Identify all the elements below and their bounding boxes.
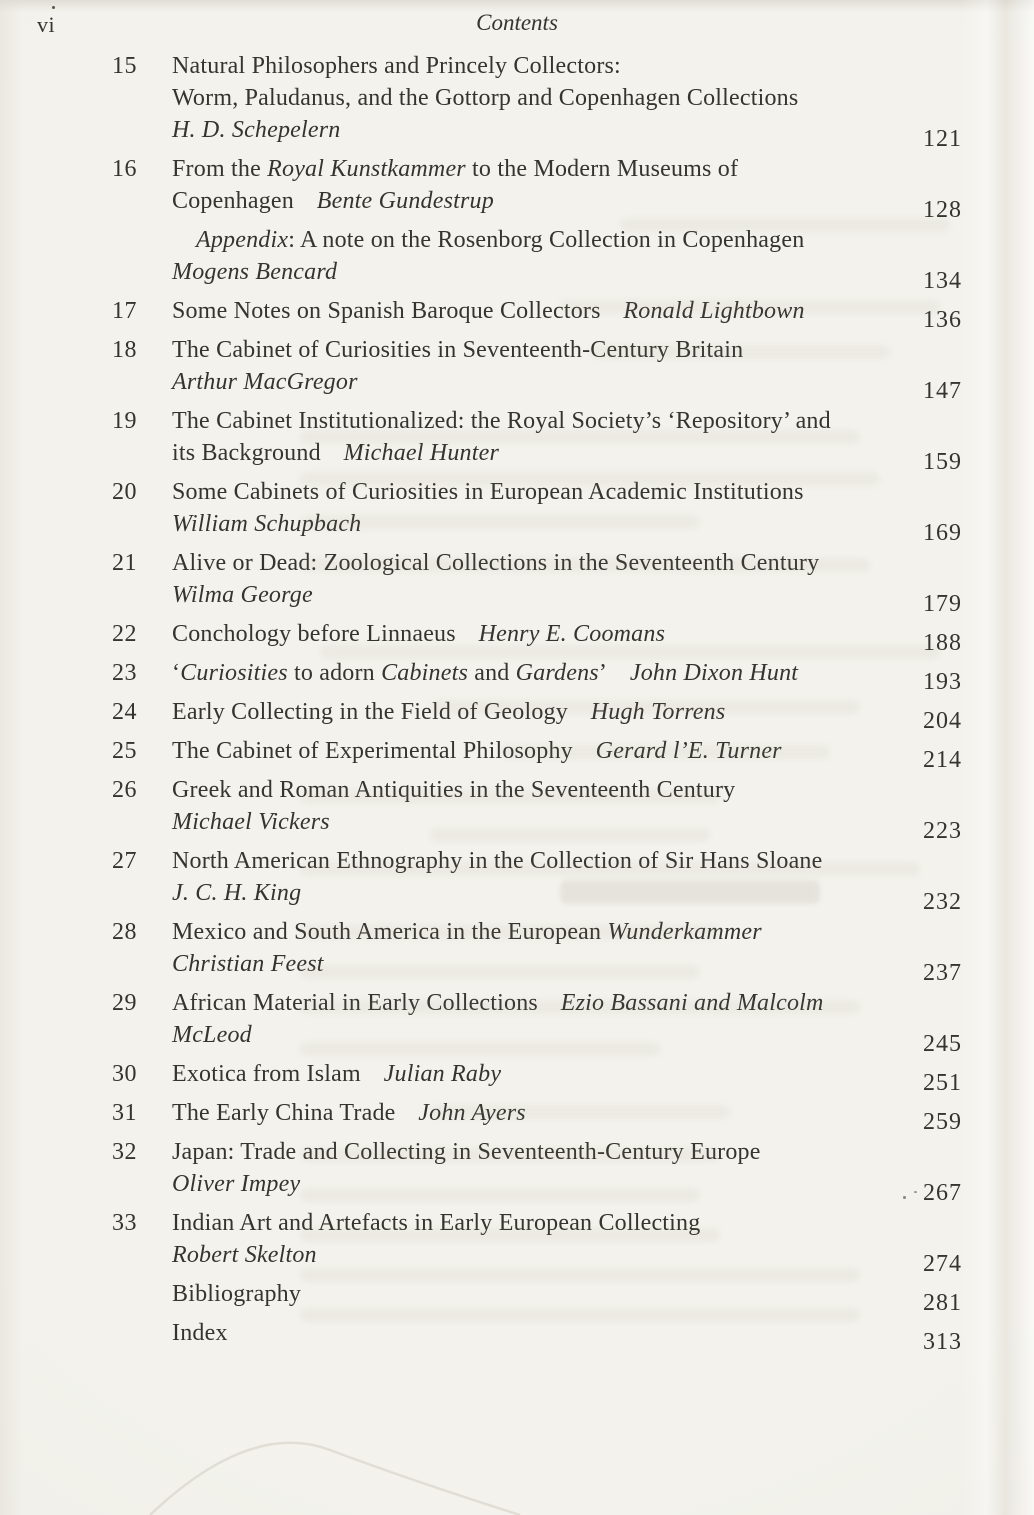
entry-page-ref [890,774,962,844]
entry-page-value: 259 [923,1109,962,1135]
entry-line [172,1097,864,1129]
entry-number: 32 [112,1139,137,1165]
entry-page-value: 136 [923,307,962,333]
entry-text-italic: Oliver Impey [172,1171,301,1197]
entry-text-roman: The Early China Trade [172,1100,396,1126]
toc-entry [112,224,962,294]
entry-text [172,50,864,146]
entry-text [172,845,864,909]
entry-line [172,82,864,114]
entry-number: 19 [112,408,137,434]
entry-page-value: 251 [923,1070,962,1096]
entry-line [172,405,864,437]
entry-number: 16 [112,156,137,182]
toc-entry [112,1317,962,1355]
entry-text [172,1207,864,1271]
entry-line [172,1168,864,1200]
toc-entry [112,405,962,475]
entry-text [172,657,864,689]
entry-text [172,774,864,838]
entry-page-value: 237 [923,960,962,986]
entry-text-italic: J. C. H. King [172,880,302,906]
entry-text-italic: Arthur MacGregor [172,369,358,395]
entry-page-value: 121 [923,126,962,152]
entry-text-roman: Some Notes on Spanish Baroque Collectors [172,298,601,324]
entry-line [172,1317,864,1349]
entry-text [172,1317,864,1349]
entry-text-italic: Ezio Bassani and Malcolm [560,990,824,1016]
entry-line [172,1019,864,1051]
ink-speck [52,6,55,9]
entry-text [172,1278,864,1310]
entry-page-ref [890,50,962,152]
entry-text-roman: Alive or Dead: Zoological Collections in the Seventeenth Century [172,550,820,576]
entry-text [172,735,864,767]
entry-line [172,579,864,611]
entry-text-italic: William Schupbach [172,511,362,537]
entry-text [172,224,864,288]
entry-line [172,1278,864,1310]
toc-entry [112,1278,962,1316]
entry-number: 30 [112,1061,137,1087]
entry-page-value: 214 [923,747,962,773]
toc-entry [112,153,962,223]
entry-text-italic: John Dixon Hunt [629,660,799,686]
entry-page-ref [890,1097,962,1135]
toc-entry [112,845,962,915]
entry-line [172,153,864,185]
toc-entry [112,50,962,152]
entry-page-value: 204 [923,708,962,734]
entry-text-roman: Copenhagen [172,188,294,214]
entry-text-roman: Japan: Trade and Collecting in Seventeenth-Century Europe [172,1139,761,1165]
entry-number: 21 [112,550,137,576]
entry-text [172,1136,864,1200]
toc-entry [112,618,962,656]
entry-text-roman: African Material in Early Collections [172,990,538,1016]
entry-page-ref [890,1136,962,1206]
entry-text-italic: Ronald Lightbown [623,298,805,324]
entry-line [172,916,864,948]
entry-text-roman: its Background [172,440,321,466]
entry-text-italic: Henry E. Coomans [478,621,666,647]
entry-text-roman: Bibliography [172,1281,302,1307]
entry-page-value: 267 [923,1180,962,1206]
entry-line [172,437,864,469]
entry-text-italic: H. D. Schepelern [172,117,341,143]
entry-number: 24 [112,699,137,725]
entry-text-italic: Julian Raby [383,1061,502,1087]
toc-entry [112,1136,962,1206]
entry-text [172,618,864,650]
entry-text-italic: Hugh Torrens [590,699,726,725]
entry-text [172,405,864,469]
entry-line [172,1239,864,1271]
entry-text-roman: North American Ethnography in the Collection of Sir Hans Sloane [172,848,823,874]
entry-text [172,547,864,611]
entry-number [112,224,146,288]
toc-entry [112,334,962,404]
entry-text-italic: Royal Kunstkammer [267,156,466,182]
entry-number: 31 [112,1100,137,1126]
entry-text-roman: Index [172,1320,228,1346]
entry-page-ref [890,224,962,294]
entry-line [172,547,864,579]
entry-number: 33 [112,1210,137,1236]
entry-number: 23 [112,660,137,686]
running-head: Contents [476,10,558,35]
toc-entry [112,476,962,546]
entry-line [172,295,864,327]
entry-number: 15 [112,53,137,79]
entry-text-roman: ’ [598,660,608,686]
toc-entry [112,696,962,734]
entry-page-ref [890,657,962,695]
entry-page-ref [890,153,962,223]
entry-line [172,256,864,288]
entry-text-roman: ‘ [172,660,181,686]
entry-text-roman: and [468,660,516,686]
toc-list [0,50,1034,1356]
toc-entry [112,295,962,333]
entry-page-ref [890,334,962,404]
toc-entry [112,547,962,617]
entry-text-italic: Wilma George [172,582,313,608]
entry-page-value: 193 [923,669,962,695]
entry-line [172,114,864,146]
entry-number: 20 [112,479,137,505]
toc-entry [112,987,962,1057]
entry-text-italic: Robert Skelton [172,1242,317,1268]
entry-text [172,153,864,217]
entry-text-italic: McLeod [172,1022,252,1048]
entry-page-ref [890,987,962,1057]
entry-text-roman: to the Modern Museums of [465,156,739,182]
toc-entry [112,774,962,844]
entry-text-roman: Worm, Paludanus, and the Gottorp and Copenhagen Collections [172,85,799,111]
toc-entry [112,735,962,773]
entry-text-italic: Appendix [196,227,289,253]
entry-page-ref [890,618,962,656]
entry-text-roman: to adorn [287,660,382,686]
entry-text [172,696,864,728]
entry-line [172,50,864,82]
entry-text-roman: Natural Philosophers and Princely Collectors: [172,53,621,79]
entry-number: 25 [112,738,137,764]
entry-line [172,774,864,806]
entry-text-roman: Exotica from Islam [172,1061,361,1087]
entry-page-value: 223 [923,818,962,844]
entry-line [172,806,864,838]
page-header [0,10,1034,44]
toc-entry [112,1058,962,1096]
entry-page-value: 274 [923,1251,962,1277]
entry-text [172,916,864,980]
entry-page-value: 169 [923,520,962,546]
entry-number: 29 [112,990,137,1016]
entry-number: 22 [112,621,137,647]
entry-text-roman: Conchology before Linnaeus [172,621,456,647]
entry-line [172,877,864,909]
entry-page-value: 313 [923,1329,962,1355]
entry-page-value: 147 [923,378,962,404]
entry-page-ref [890,1058,962,1096]
entry-number: 18 [112,337,137,363]
entry-page-value: 188 [923,630,962,656]
entry-text-italic: Michael Hunter [343,440,500,466]
entry-line [172,1136,864,1168]
entry-text [172,295,864,327]
entry-text-italic: Christian Feest [172,951,324,977]
entry-page-value: 134 [923,268,962,294]
entry-text-italic: Bente Gundestrup [316,188,494,214]
entry-text-roman: Greek and Roman Antiquities in the Seventeenth Century [172,777,736,803]
toc-entry [112,1207,962,1277]
entry-number [112,1278,146,1310]
entry-page-value: 128 [923,197,962,223]
entry-text-italic: Mogens Bencard [172,259,338,285]
entry-number: 28 [112,919,137,945]
folio-page-number: vi [37,12,56,37]
entry-line [172,735,864,767]
toc-entry [112,657,962,695]
entry-text-roman: From the [172,156,268,182]
entry-line [172,618,864,650]
entry-text-roman: Indian Art and Artefacts in Early European Collecting [172,1210,701,1236]
entry-page-ref [890,405,962,475]
entry-line [172,657,864,689]
entry-page-value: 159 [923,449,962,475]
entry-page-ref [890,476,962,546]
entry-line [172,1058,864,1090]
entry-text-roman: : A note on the Rosenborg Collection in Copenhagen [288,227,805,253]
entry-text-roman: The Cabinet Institutionalized: the Royal Society’s ‘Repository’ and [172,408,831,434]
entry-page-ref [890,696,962,734]
entry-text [172,1097,864,1129]
entry-line [172,224,864,256]
entry-line [172,508,864,540]
entry-line [172,476,864,508]
entry-text [172,1058,864,1090]
entry-page-ref [890,1278,962,1316]
entry-line [172,845,864,877]
entry-line [172,1207,864,1239]
entry-page-ref [890,1317,962,1355]
entry-number: 26 [112,777,137,803]
entry-number: 27 [112,848,137,874]
entry-line [172,696,864,728]
entry-line [172,366,864,398]
toc-entry [112,1097,962,1135]
entry-text-roman: Some Cabinets of Curiosities in European Academic Institutions [172,479,804,505]
entry-text-italic: Cabinets [381,660,469,686]
entry-text-italic: Curiosities [180,660,288,686]
entry-page-ref [890,1207,962,1277]
entry-text-roman: The Cabinet of Curiosities in Seventeenth-Century Britain [172,337,744,363]
entry-text-roman: Mexico and South America in the European [172,919,608,945]
entry-text [172,987,864,1051]
entry-text-italic: John Ayers [418,1100,526,1126]
entry-line [172,185,864,217]
entry-page-ref [890,547,962,617]
entry-text-italic: Michael Vickers [172,809,330,835]
entry-line [172,334,864,366]
page-crease [0,1395,620,1515]
entry-text-italic: Wunderkammer [607,919,762,945]
entry-text [172,334,864,398]
entry-page-value: 232 [923,889,962,915]
toc-entry [112,916,962,986]
entry-page-value: 281 [923,1290,962,1316]
entry-page-value: 179 [923,591,962,617]
entry-page-ref [890,916,962,986]
entry-page-ref [890,845,962,915]
entry-page-ref [890,295,962,333]
entry-text-italic: Gardens [515,660,599,686]
entry-page-ref [890,735,962,773]
entry-text [172,476,864,540]
entry-text-roman: The Cabinet of Experimental Philosophy [172,738,573,764]
entry-line [172,987,864,1019]
entry-number: 17 [112,298,137,324]
entry-text-italic: Gerard l’E. Turner [595,738,782,764]
entry-number [112,1317,146,1349]
entry-text-roman: Early Collecting in the Field of Geology [172,699,568,725]
entry-page-value: 245 [923,1031,962,1057]
entry-line [172,948,864,980]
